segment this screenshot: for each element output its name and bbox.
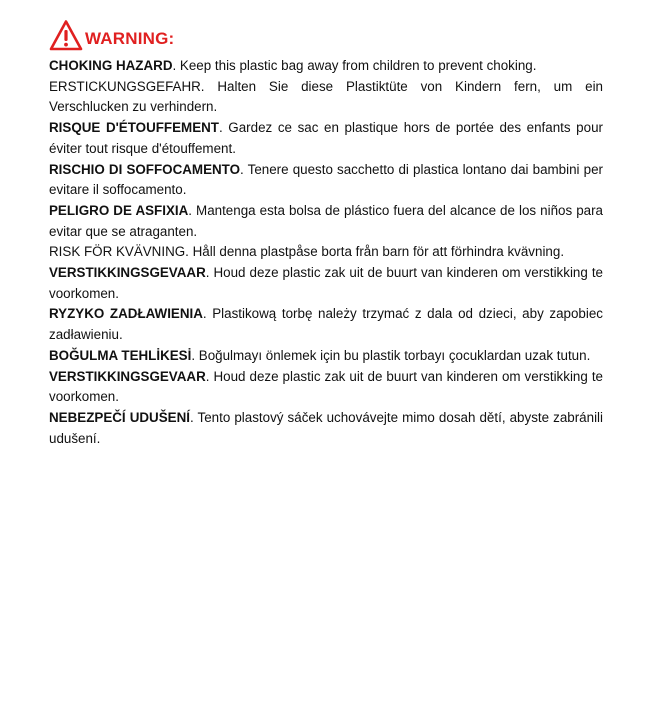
warning-paragraph-de xyxy=(49,77,603,118)
hazard-heading: RISCHIO DI SOFFOCAMENTO xyxy=(49,161,241,177)
hazard-heading: BOĞULMA TEHLİKESİ xyxy=(49,347,192,363)
warning-paragraph-nl-1 xyxy=(49,263,603,304)
warning-paragraph-nl-2 xyxy=(49,367,603,408)
hazard-text: . Tenere questo sacchetto di plastica lontano dai bambini per evitare il soffocamento. xyxy=(49,161,604,198)
hazard-text: . Mantenga esta bolsa de plástico fuera del alcance de los niños para evitar que se atraganten. xyxy=(49,202,603,239)
hazard-heading: VERSTIKKINGSGEVAAR xyxy=(49,368,206,384)
hazard-text: ERSTICKUNGSGEFAHR. Halten Sie diese Plastiktüte von Kindern fern, um ein Verschlucken zu verhindern. xyxy=(49,78,603,115)
hazard-heading: RISQUE D'ÉTOUFFEMENT xyxy=(49,120,219,136)
warning-paragraph-tr xyxy=(49,346,603,367)
hazard-text: . Keep this plastic bag away from children to prevent choking. xyxy=(172,58,537,73)
warning-triangle-icon xyxy=(49,19,83,52)
warning-paragraph-en xyxy=(49,56,603,77)
hazard-heading: NEBEZPEČÍ UDUŠENÍ xyxy=(49,409,190,425)
hazard-text: . Boğulmayı önlemek için bu plastik torbayı çocuklardan uzak tutun. xyxy=(191,347,591,363)
warning-header xyxy=(49,14,603,52)
warning-paragraph-es xyxy=(49,201,603,242)
warning-paragraph-cs xyxy=(49,408,603,449)
hazard-text: . Gardez ce sac en plastique hors de portée des enfants pour éviter tout risque d'étouffement. xyxy=(49,120,603,156)
warning-title: WARNING: xyxy=(85,29,175,48)
hazard-text: . Houd deze plastic zak uit de buurt van kinderen om verstikking te voorkomen. xyxy=(49,265,603,301)
warning-document xyxy=(49,14,603,449)
hazard-heading: PELIGRO DE ASFIXIA xyxy=(49,202,189,218)
warning-paragraph-it xyxy=(49,160,603,201)
warning-paragraph-pl xyxy=(49,304,603,345)
hazard-heading: CHOKING HAZARD xyxy=(49,58,173,73)
warning-paragraph-fr xyxy=(49,118,603,159)
hazard-text: . Plastikową torbę należy trzymać z dala od dzieci, aby zapobiec zadławieniu. xyxy=(49,306,603,343)
hazard-text: . Tento plastový sáček uchovávejte mimo dosah dětí, abyste zabránili udušení. xyxy=(49,409,603,446)
hazard-text: RISK FÖR KVÄVNING. Håll denna plastpåse borta från barn för att förhindra kvävning. xyxy=(49,244,565,260)
hazard-heading: RYZYKO ZADŁAWIENIA xyxy=(49,306,203,322)
warning-paragraph-sv xyxy=(49,242,603,263)
hazard-text: . Houd deze plastic zak uit de buurt van kinderen om verstikking te voorkomen. xyxy=(49,368,603,405)
hazard-heading: VERSTIKKINGSGEVAAR xyxy=(49,265,206,281)
